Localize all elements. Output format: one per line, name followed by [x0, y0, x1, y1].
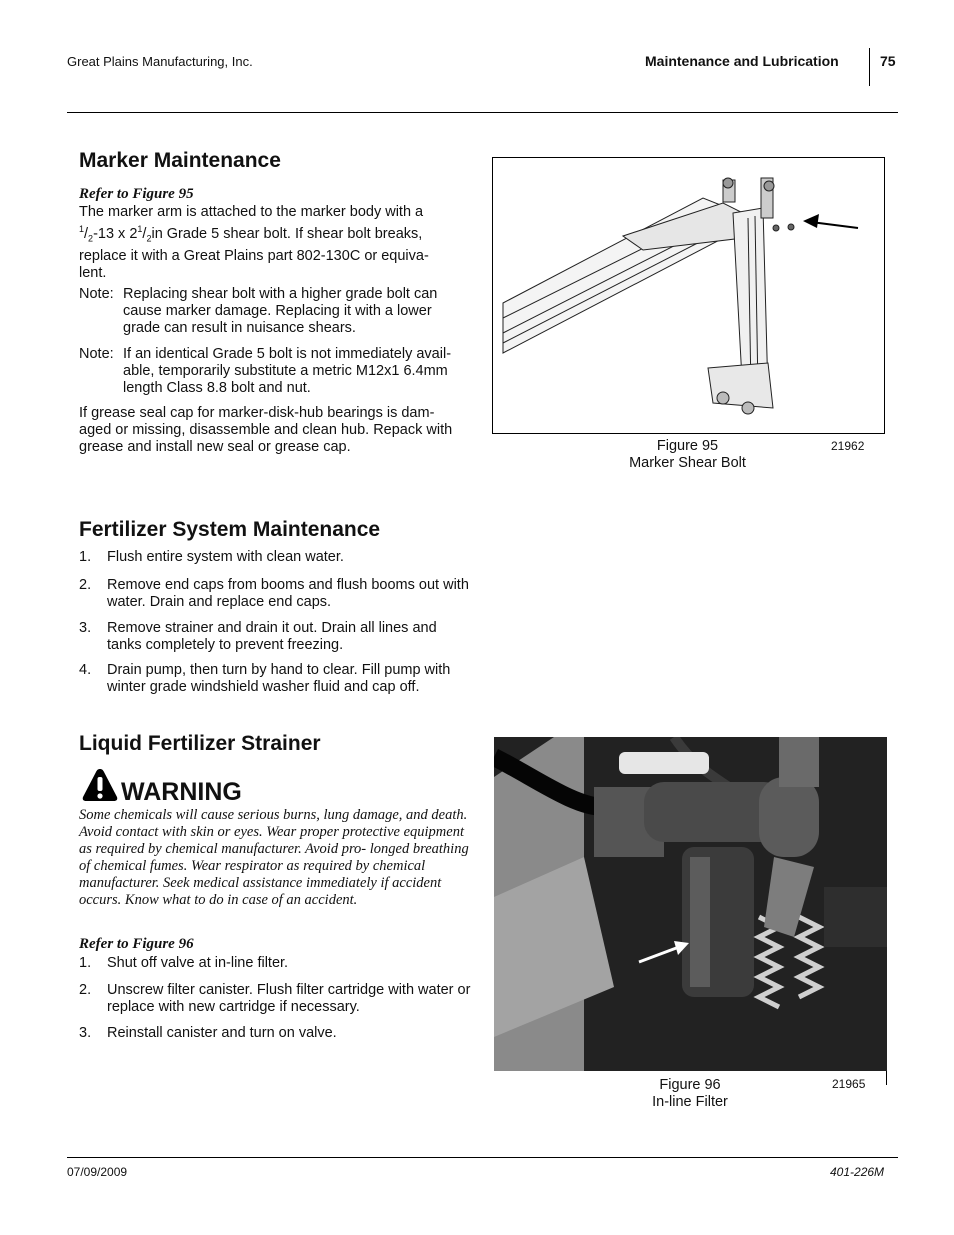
step-number: 2. — [79, 982, 92, 998]
marker-paragraph-1 — [79, 204, 474, 282]
note-2-label: Note: — [79, 346, 114, 362]
marker-arm-drawing — [493, 158, 884, 433]
note-1-text: Replacing shear bolt with a higher grade bolt can cause marker damage. Replacing it with a lower grade can result in nuisance shears. — [123, 286, 438, 336]
inline-filter-photo — [494, 737, 887, 1071]
figure-95-title: Marker Shear Bolt — [629, 455, 746, 471]
step-number: 3. — [79, 1025, 92, 1041]
marker-p1-mid: -13 x 2 — [93, 225, 138, 242]
step-text: Flush entire system with clean water. — [107, 549, 344, 565]
list-item — [79, 1025, 471, 1042]
marker-p1-line-a: The marker arm is attached to the marker body with a — [79, 204, 424, 220]
step-number: 1. — [79, 549, 92, 565]
note-1-label: Note: — [79, 286, 114, 302]
list-item — [79, 982, 471, 1016]
frac2-num: 1 — [137, 224, 143, 234]
figure-95-image — [492, 157, 885, 434]
figure-96-number: Figure 96 — [659, 1077, 721, 1093]
marker-p1-line-c: replace it with a Great Plains part 802-130C or equiva- — [79, 247, 429, 264]
step-number: 4. — [79, 662, 92, 678]
figure-96-tick — [886, 1071, 887, 1085]
marker-paragraph-2: If grease seal cap for marker-disk-hub bearings is dam- aged or missing, disassemble and clean hub. Repack with grease and install new seal or grease cap. — [79, 405, 453, 455]
step-number: 3. — [79, 620, 92, 636]
section-title: Maintenance and Lubrication — [645, 53, 839, 69]
marker-p1-line-b: $^1/_2-13$ x $2^1/_2in$ Grade 5 shear bolt. If shear bolt breaks, — [79, 224, 423, 244]
step-text: Drain pump, then turn by hand to clear. Fill pump with winter grade windshield washer fluid and cap off. — [107, 662, 451, 695]
step-text: Shut off valve at in-line filter. — [107, 955, 289, 971]
note-2 — [79, 346, 471, 397]
figure-96-id: 21965 — [832, 1077, 866, 1091]
company-name: Great Plains Manufacturing, Inc. — [67, 54, 253, 69]
marker-ref: Refer to Figure 95 — [79, 186, 194, 202]
header-rule — [67, 112, 898, 113]
list-item — [79, 620, 471, 654]
step-text: Remove end caps from booms and flush booms out with water. Drain and replace end caps. — [107, 577, 469, 610]
frac1-num: 1 — [79, 224, 85, 234]
warning-text: Some chemicals will cause serious burns, lung damage, and death. Avoid contact with skin or eyes. Wear proper protective equipment as required by chemical manufacturer. Avoid pro- longed breathing of chemical fumes. Wear respirator as required by chemical manufacturer. Seek medical assistance immediately if accident occurs. Know what to do in case of an accident. — [79, 807, 469, 908]
note-2-text: If an identical Grade 5 bolt is not immediately avail- able, temporarily substitute a metric M12x1 6.4mm length Class 8.8 bolt and nut. — [123, 346, 452, 396]
footer-date: 07/09/2009 — [67, 1165, 128, 1179]
fertilizer-heading: Fertilizer System Maintenance — [79, 518, 381, 541]
page-number: 75 — [880, 53, 896, 69]
marker-p1-line-d: lent. — [79, 264, 107, 281]
warning-label: WARNING — [121, 778, 242, 806]
strainer-ref: Refer to Figure 96 — [79, 936, 194, 952]
marker-p1-b: in Grade 5 shear bolt. If shear bolt breaks, — [151, 225, 423, 242]
footer-doc-number: 401-226M — [830, 1165, 885, 1179]
strainer-heading: Liquid Fertilizer Strainer — [79, 732, 321, 755]
note-1 — [79, 286, 471, 337]
list-item — [79, 955, 471, 972]
list-item — [79, 577, 471, 611]
figure-95-number: Figure 95 — [656, 438, 719, 454]
figure-95-id: 21962 — [831, 439, 865, 453]
header-divider — [869, 48, 870, 86]
frac2-den: 2 — [146, 233, 152, 244]
figure-96-image — [494, 737, 887, 1071]
step-number: 1. — [79, 955, 92, 971]
list-item — [79, 549, 471, 566]
marker-heading: Marker Maintenance — [79, 149, 281, 172]
frac1-den: 2 — [88, 233, 94, 244]
figure-96-caption — [600, 1077, 780, 1111]
step-text: Remove strainer and drain it out. Drain all lines and tanks completely to prevent freezing. — [107, 620, 437, 653]
list-item — [79, 662, 471, 696]
footer-rule — [67, 1157, 898, 1158]
warning-icon — [82, 768, 118, 802]
step-number: 2. — [79, 577, 92, 593]
step-text: Unscrew filter canister. Flush filter cartridge with water or replace with new cartridge if necessary. — [107, 982, 471, 1015]
step-text: Reinstall canister and turn on valve. — [107, 1025, 337, 1041]
figure-96-title: In-line Filter — [652, 1094, 728, 1110]
figure-95-caption — [600, 438, 775, 472]
